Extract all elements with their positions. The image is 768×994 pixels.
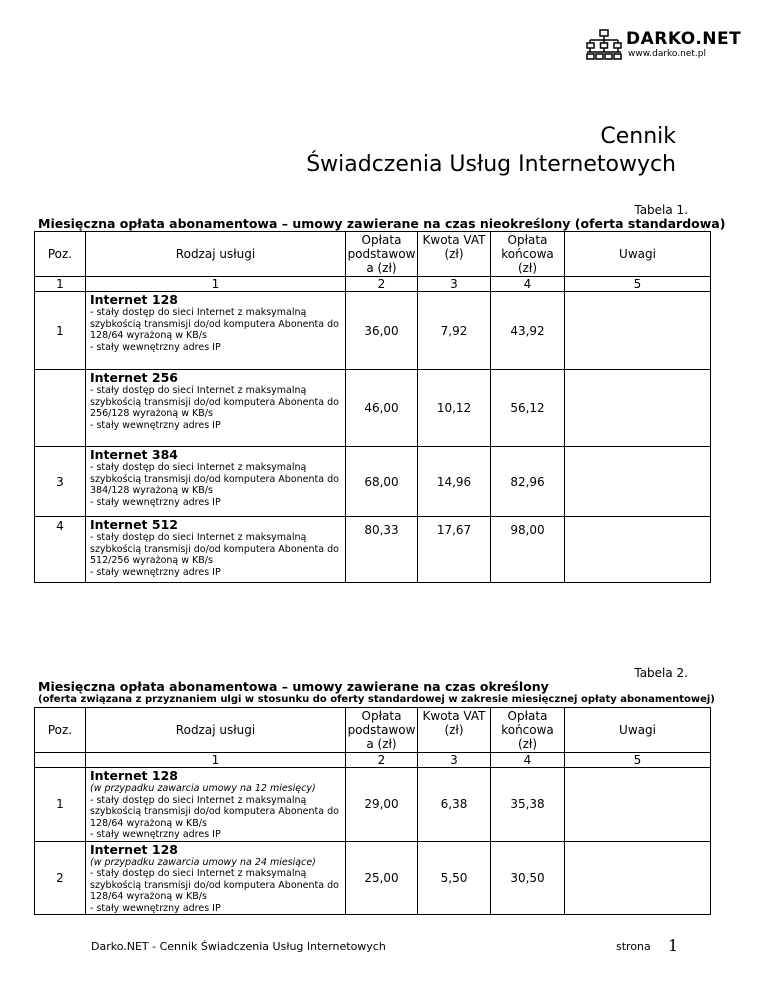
col-number: 5 <box>565 277 711 292</box>
table2-title: Miesięczna opłata abonamentowa – umowy zawierane na czas określony <box>38 679 549 694</box>
table1 <box>34 231 711 583</box>
final-fee: 30,50 <box>491 841 565 915</box>
col-number: 4 <box>491 277 565 292</box>
header-notes: Uwagi <box>565 232 711 277</box>
table-row <box>35 447 711 517</box>
service-name: Internet 128 <box>90 292 178 307</box>
table1-label: Tabela 1. <box>634 203 688 217</box>
service-desc-line: szybkością transmisji do/od komputera Abonenta do <box>90 396 339 408</box>
header-final-fee <box>491 232 565 277</box>
service-desc-line: 128/64 wyrażoną w KB/s <box>90 817 207 829</box>
row-service <box>86 517 346 583</box>
footer-page-label: strona <box>616 940 651 953</box>
header-vat <box>418 232 491 277</box>
vat-amount: 7,92 <box>418 292 491 370</box>
service-name: Internet 128 <box>90 841 178 857</box>
vat-amount: 10,12 <box>418 370 491 447</box>
row-service <box>86 841 346 915</box>
service-name: Internet 384 <box>90 447 178 462</box>
service-note: (w przypadku zawarcia umowy na 12 miesięcy) <box>90 783 316 794</box>
table-row <box>35 292 711 370</box>
header-line: Opłata <box>507 233 548 247</box>
service-desc-line: - stały wewnętrzny adres IP <box>90 829 221 840</box>
header-notes: Uwagi <box>565 708 711 753</box>
header-line: Opłata <box>361 233 402 247</box>
document-subtitle: Świadczenia Usług Internetowych <box>306 152 676 177</box>
final-fee: 98,00 <box>491 517 565 583</box>
col-number: 2 <box>346 753 418 768</box>
service-desc-line: szybkością transmisji do/od komputera Abonenta do <box>90 318 339 330</box>
table-row <box>35 768 711 842</box>
notes-cell <box>565 841 711 915</box>
network-icon <box>586 29 622 61</box>
service-desc-line: - stały wewnętrzny adres IP <box>90 566 221 578</box>
service-note: (w przypadku zawarcia umowy na 24 miesiące) <box>90 856 316 868</box>
service-desc-line: - stały dostęp do sieci Internet z maksymalną <box>90 307 307 318</box>
final-fee: 56,12 <box>491 370 565 447</box>
header-line: podstawow <box>347 247 416 261</box>
service-name: Internet 512 <box>90 517 178 532</box>
final-fee: 35,38 <box>491 768 565 842</box>
notes-cell <box>565 517 711 583</box>
service-desc-line: - stały wewnętrzny adres IP <box>90 496 221 508</box>
row-pos: 2 <box>35 841 86 915</box>
service-desc-line: - stały dostęp do sieci Internet z maksymalną <box>90 794 307 806</box>
row-pos: 1 <box>35 292 86 370</box>
service-name: Internet 256 <box>90 370 178 385</box>
service-desc-line: - stały dostęp do sieci Internet z maksymalną <box>90 385 307 396</box>
row-pos: 4 <box>35 517 86 583</box>
col-number: 4 <box>491 753 565 768</box>
service-desc-line: 384/128 wyrażoną w KB/s <box>90 485 213 496</box>
header-line: a (zł) <box>366 261 397 275</box>
header-line: Kwota VAT <box>422 233 486 247</box>
header-service: Rodzaj usługi <box>86 232 346 277</box>
service-desc-line: - stały wewnętrzny adres IP <box>90 419 221 431</box>
header-line: końcowa <box>501 247 554 261</box>
col-number <box>35 753 86 768</box>
table-row <box>35 517 711 583</box>
header-line: podstawow <box>347 723 416 737</box>
service-desc-line: - stały dostęp do sieci Internet z maksymalną <box>90 868 307 879</box>
header-line: (zł) <box>517 261 538 275</box>
row-service <box>86 292 346 370</box>
service-name: Internet 128 <box>90 768 178 783</box>
table2 <box>34 707 711 915</box>
header-base-fee <box>346 708 418 753</box>
footer-text: Darko.NET - Cennik Świadczenia Usług Internetowych <box>91 940 386 953</box>
header-line: końcowa <box>501 723 554 737</box>
column-numbering-row <box>35 277 711 292</box>
header-pos: Poz. <box>35 232 86 277</box>
service-desc-line: 256/128 wyrażoną w KB/s <box>90 408 213 419</box>
header-line: (zł) <box>444 247 464 261</box>
base-fee: 29,00 <box>346 768 418 842</box>
header-final-fee <box>491 708 565 753</box>
header-line: Opłata <box>507 709 548 723</box>
service-desc-line: - stały dostęp do sieci Internet z maksymalną <box>90 532 307 543</box>
page-number: 1 <box>668 936 679 955</box>
header-line: a (zł) <box>366 737 397 751</box>
table2-subtitle: (oferta związana z przyznaniem ulgi w stosunku do oferty standardowej w zakresie miesięcznej opłaty abonamentowej) <box>38 694 715 705</box>
base-fee: 25,00 <box>346 841 418 915</box>
service-desc-line: - stały wewnętrzny adres IP <box>90 902 221 914</box>
table2-label: Tabela 2. <box>634 666 688 680</box>
logo-name: DARKO.NET <box>626 29 742 49</box>
notes-cell <box>565 292 711 370</box>
service-desc-line: szybkością transmisji do/od komputera Abonenta do <box>90 806 339 817</box>
service-desc-line: szybkością transmisji do/od komputera Abonenta do <box>90 879 339 891</box>
col-number: 3 <box>418 753 491 768</box>
header-vat <box>418 708 491 753</box>
vat-amount: 14,96 <box>418 447 491 517</box>
base-fee: 80,33 <box>346 517 418 583</box>
logo-url: www.darko.net.pl <box>628 49 706 59</box>
service-desc-line: szybkością transmisji do/od komputera Abonenta do <box>90 473 339 485</box>
col-number: 5 <box>565 753 711 768</box>
header-line: Kwota VAT <box>422 709 486 723</box>
vat-amount: 17,67 <box>418 517 491 583</box>
col-number: 1 <box>35 277 86 292</box>
header-line: Opłata <box>361 709 402 723</box>
header-line: (zł) <box>444 723 464 737</box>
header-service: Rodzaj usługi <box>86 708 346 753</box>
table-row <box>35 370 711 447</box>
notes-cell <box>565 447 711 517</box>
col-number: 2 <box>346 277 418 292</box>
row-pos: 3 <box>35 447 86 517</box>
vat-amount: 5,50 <box>418 841 491 915</box>
header-base-fee <box>346 232 418 277</box>
service-desc-line: szybkością transmisji do/od komputera Abonenta do <box>90 543 339 555</box>
header-line: (zł) <box>517 737 538 751</box>
row-pos: 1 <box>35 768 86 842</box>
table-header-row <box>35 232 711 277</box>
row-pos <box>35 370 86 447</box>
row-service <box>86 768 346 842</box>
service-desc-line: - stały wewnętrzny adres IP <box>90 341 221 353</box>
base-fee: 36,00 <box>346 292 418 370</box>
base-fee: 68,00 <box>346 447 418 517</box>
col-number: 1 <box>86 277 346 292</box>
final-fee: 43,92 <box>491 292 565 370</box>
header-pos: Poz. <box>35 708 86 753</box>
service-desc-line: 128/64 wyrażoną w KB/s <box>90 891 207 902</box>
notes-cell <box>565 370 711 447</box>
col-number: 1 <box>86 753 346 768</box>
service-desc-line: 128/64 wyrażoną w KB/s <box>90 330 207 341</box>
service-desc-line: - stały dostęp do sieci Internet z maksymalną <box>90 462 307 473</box>
base-fee: 46,00 <box>346 370 418 447</box>
row-service <box>86 447 346 517</box>
final-fee: 82,96 <box>491 447 565 517</box>
document-title: Cennik <box>600 124 676 149</box>
column-numbering-row <box>35 753 711 768</box>
notes-cell <box>565 768 711 842</box>
table-row <box>35 841 711 915</box>
row-service <box>86 370 346 447</box>
table1-title: Miesięczna opłata abonamentowa – umowy zawierane na czas nieokreślony (oferta standardowa) <box>38 216 726 231</box>
table-header-row <box>35 708 711 753</box>
logo <box>586 27 742 63</box>
col-number: 3 <box>418 277 491 292</box>
service-desc-line: 512/256 wyrażoną w KB/s <box>90 555 213 566</box>
vat-amount: 6,38 <box>418 768 491 842</box>
